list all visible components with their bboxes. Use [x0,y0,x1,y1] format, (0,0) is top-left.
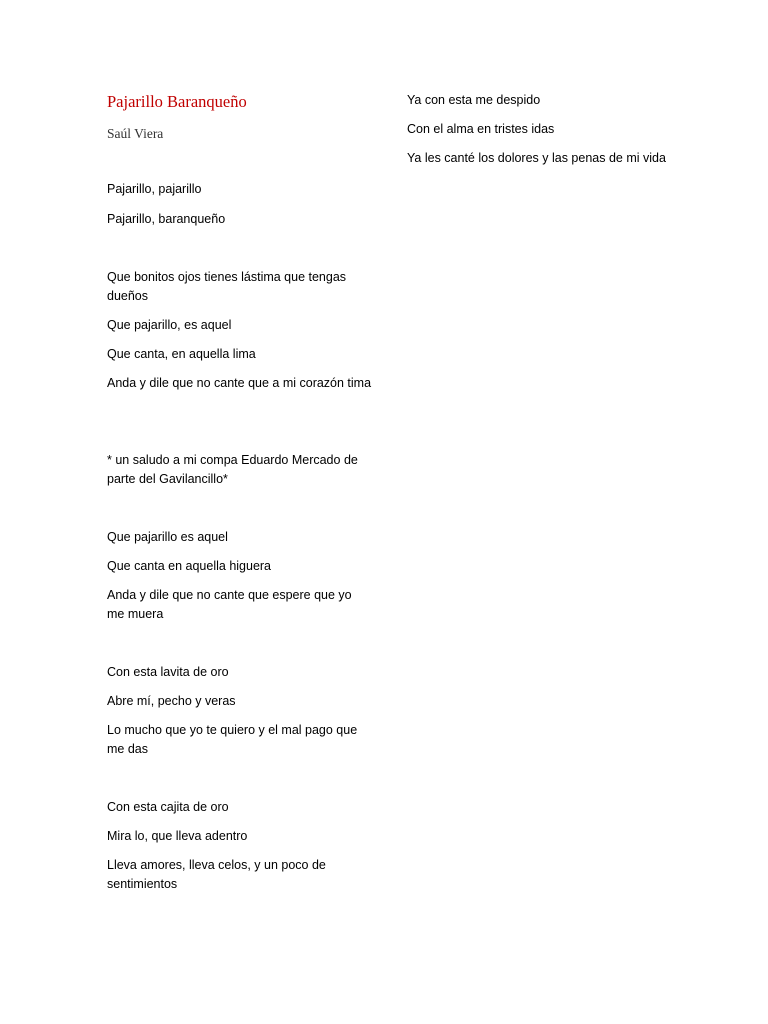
lyric-line: Que bonitos ojos tienes lástima que tengas dueños [107,270,347,303]
lyric-line: Anda y dile que no cante que espere que yo me muera [107,588,352,621]
dedication-note: * un saludo a mi compa Eduardo Mercado de parte del Gavilancillo* [107,453,358,486]
lyric-line: Con el alma en tristes idas [407,122,555,136]
song-title: Pajarillo Baranqueño [107,92,247,111]
lyric-line: Abre mí, pecho y veras [107,694,236,708]
lyric-line: Ya con esta me despido [407,93,541,107]
lyric-line: Con esta lavita de oro [107,665,229,679]
lyric-line: Que pajarillo, es aquel [107,318,232,332]
lyric-line: Lleva amores, lleva celos, y un poco de sentimientos [107,858,326,891]
lyric-line: Pajarillo, baranqueño [107,212,226,226]
lyric-line: Pajarillo, pajarillo [107,182,202,196]
lyric-line: Lo mucho que yo te quiero y el mal pago que me das [107,723,358,756]
lyric-line: Anda y dile que no cante que a mi corazón tima [107,376,372,390]
lyric-line: Con esta cajita de oro [107,800,229,814]
lyric-line: Que pajarillo es aquel [107,530,228,544]
lyric-line: Que canta en aquella higuera [107,559,272,573]
lyric-line: Mira lo, que lleva adentro [107,829,248,843]
lyric-line: Ya les canté los dolores y las penas de mi vida [407,151,666,165]
song-author: Saúl Viera [107,126,164,141]
lyric-line: Que canta, en aquella lima [107,347,256,361]
